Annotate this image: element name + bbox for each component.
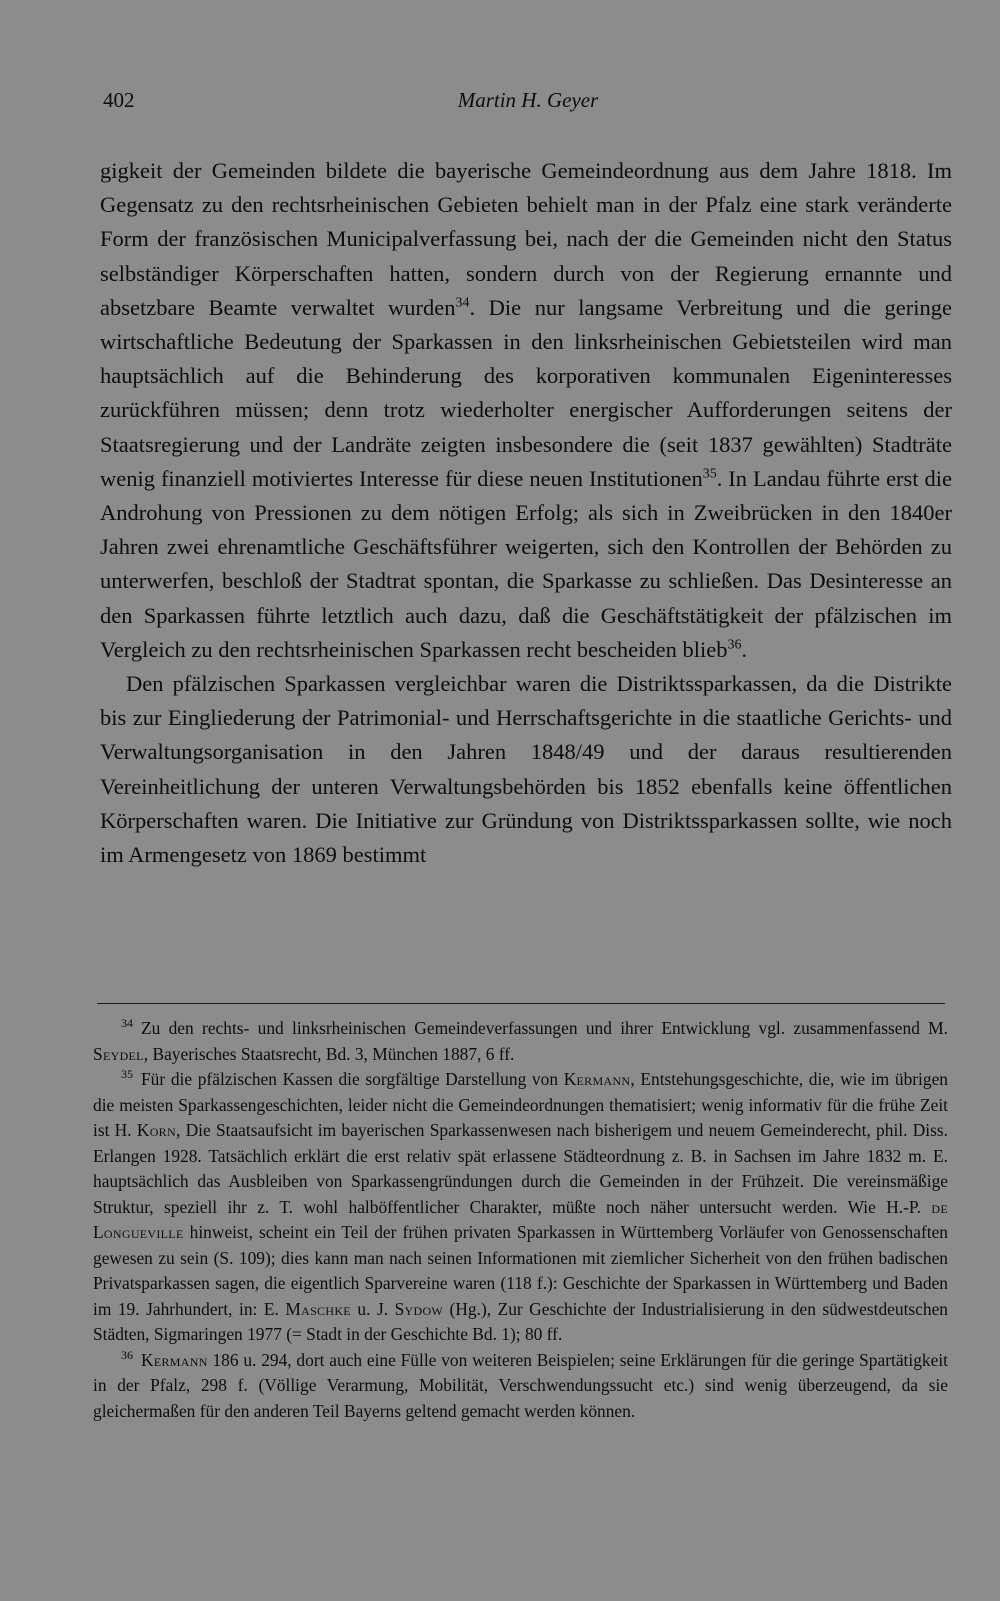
running-head: Martin H. Geyer	[457, 88, 599, 112]
footnote-ref-35: 35	[702, 466, 717, 482]
footnote-text: , Entstehungsgeschichte, die, wie im übrigen die meisten Sparkassengeschichten, leider nicht die Gemeindeordnungen thematisiert; wenig informativ für die frühe Zeit ist H.	[93, 1069, 948, 1140]
footnotes	[93, 1016, 948, 1424]
main-text	[100, 154, 952, 872]
footnote-text: Zu den rechts- und linksrheinischen Gemeindeverfassungen und ihrer Entwicklung vgl. zusammenfassend M.	[141, 1018, 948, 1038]
author-name: Maschke	[285, 1298, 351, 1319]
footnote-number: 34	[121, 1016, 133, 1031]
footnote-34	[93, 1016, 948, 1067]
footnote-35	[93, 1067, 948, 1348]
author-name: Kermann	[563, 1069, 631, 1089]
footnote-text: Für die pfälzischen Kassen die sorgfältige Darstellung von	[141, 1069, 564, 1089]
footnote-separator	[97, 1003, 945, 1004]
footnote-ref-34: 34	[455, 295, 470, 311]
footnote-text: hinweist, scheint ein Teil der frühen privaten Sparkassen in Württemberg Vorläufer von Genossenschaften gewesen zu sein (S. 109); dies kann man nach seinen Informationen mit ziemlicher Sicherheit von den frühen badischen Privatsparkassen sagen, die eigentlich Sparvereine waren (118 f.): Geschichte der Sparkassen in Württemberg und Baden im 19. Jahrhundert, in: E.	[93, 1222, 948, 1319]
paragraph-1	[100, 154, 952, 667]
page-number: 402	[103, 88, 135, 112]
footnote-number: 36	[121, 1347, 133, 1362]
author-name: Kermann	[141, 1349, 208, 1370]
text-run: gigkeit der Gemeinden bildete die bayerische Gemeindeordnung aus dem Jahre 1818. Im Gegensatz zu den rechtsrheinischen Gebieten behielt man in der Pfalz eine stark veränderte Form der französischen Municipalverfassung bei, nach der die Gemeinden nicht den Status selbständiger Körperschaften hatten, sondern durch von der Regierung ernannte und absetzbare Beamte verwaltet wurden	[100, 158, 952, 320]
footnote-number: 35	[121, 1067, 133, 1082]
author-name: Sydow	[394, 1298, 444, 1319]
footnote-text: , Die Staatsaufsicht im bayerischen Sparkassenwesen nach bisherigem und neuem Gemeinderecht, phil. Diss. Erlangen 1928. Tatsächlich erklärt die erst relativ spät erlassene Städteordnung z. B. in Sachsen im Jahre 1832 m. E. hauptsächlich das Ausbleiben von Sparkassengründungen durch die Gemeinden in der Frühzeit. Die vereinsmäßige Struktur, speziell ihr z. T. wohl halböffentlicher Charakter, müßte noch näher untersucht werden. Wie H.-P.	[93, 1120, 948, 1217]
footnote-36	[93, 1348, 948, 1425]
author-name: de Longueville	[93, 1196, 948, 1242]
text-run: . Die nur langsame Verbreitung und die geringe wirtschaftliche Bedeutung der Sparkassen in den linksrheinischen Gebietsteilen wird man hauptsächlich auf die Behinderung des korporativen kommunalen Eigeninteresses zurückführen müssen; denn trotz wiederholter energischer Aufforderungen seitens der Staatsregierung und der Landräte zeigten insbesondere die (seit 1837 gewählten) Stadträte wenig finanziell motiviertes Interesse für diese neuen Institutionen	[100, 294, 952, 491]
paragraph-2: Den pfälzischen Sparkassen vergleichbar waren die Distriktssparkassen, da die Distrikte bis zur Eingliederung der Patrimonial- und Herrschaftsgerichte in die staatliche Gerichts- und Verwaltungsorganisation in den Jahren 1848/49 und der daraus resultierenden Vereinheitlichung der unteren Verwaltungsbehörden bis 1852 ebenfalls keine öffentlichen Körperschaften waren. Die Initiative zur Gründung von Distriktssparkassen sollte, wie noch im Armengesetz von 1869 bestimmt	[100, 671, 952, 868]
footnote-text: 186 u. 294, dort auch eine Fülle von weiteren Beispielen; seine Erklärungen für die geringe Spartätigkeit in der Pfalz, 298 f. (Völlige Verarmung, Mobilität, Verschwendungssucht etc.) sind wenig überzeugend, da sie gleichermaßen für den anderen Teil Bayerns geltend gemacht werden können.	[93, 1349, 948, 1421]
text-run: . In Landau führte erst die Androhung von Pressionen zu dem nötigen Erfolg; als sich in Zweibrücken in den 1840er Jahren zwei ehrenamtliche Geschäftsführer weigerten, sich den Kontrollen der Behörden zu unterwerfen, beschloß der Stadtrat spontan, die Sparkasse zu schließen. Das Desinteresse an den Sparkassen führte letztlich auch dazu, daß die Geschäftstätigkeit der pfälzischen im Vergleich zu den rechtsrheinischen Sparkassen recht bescheiden blieb	[100, 465, 952, 662]
footnote-ref-36: 36	[727, 637, 742, 653]
author-name: Seydel	[93, 1043, 144, 1064]
footnote-text: , Bayerisches Staatsrecht, Bd. 3, München 1887, 6 ff.	[143, 1043, 515, 1064]
text-run: .	[741, 636, 748, 662]
author-name: Korn	[136, 1120, 176, 1140]
footnote-text: (Hg.), Zur Geschichte der Industrialisierung in den südwestdeutschen Städten, Sigmaringen 1977 (= Stadt in der Geschichte Bd. 1); 80 ff.	[93, 1298, 948, 1344]
footnote-text: u. J.	[350, 1298, 395, 1319]
page-header	[103, 88, 953, 120]
